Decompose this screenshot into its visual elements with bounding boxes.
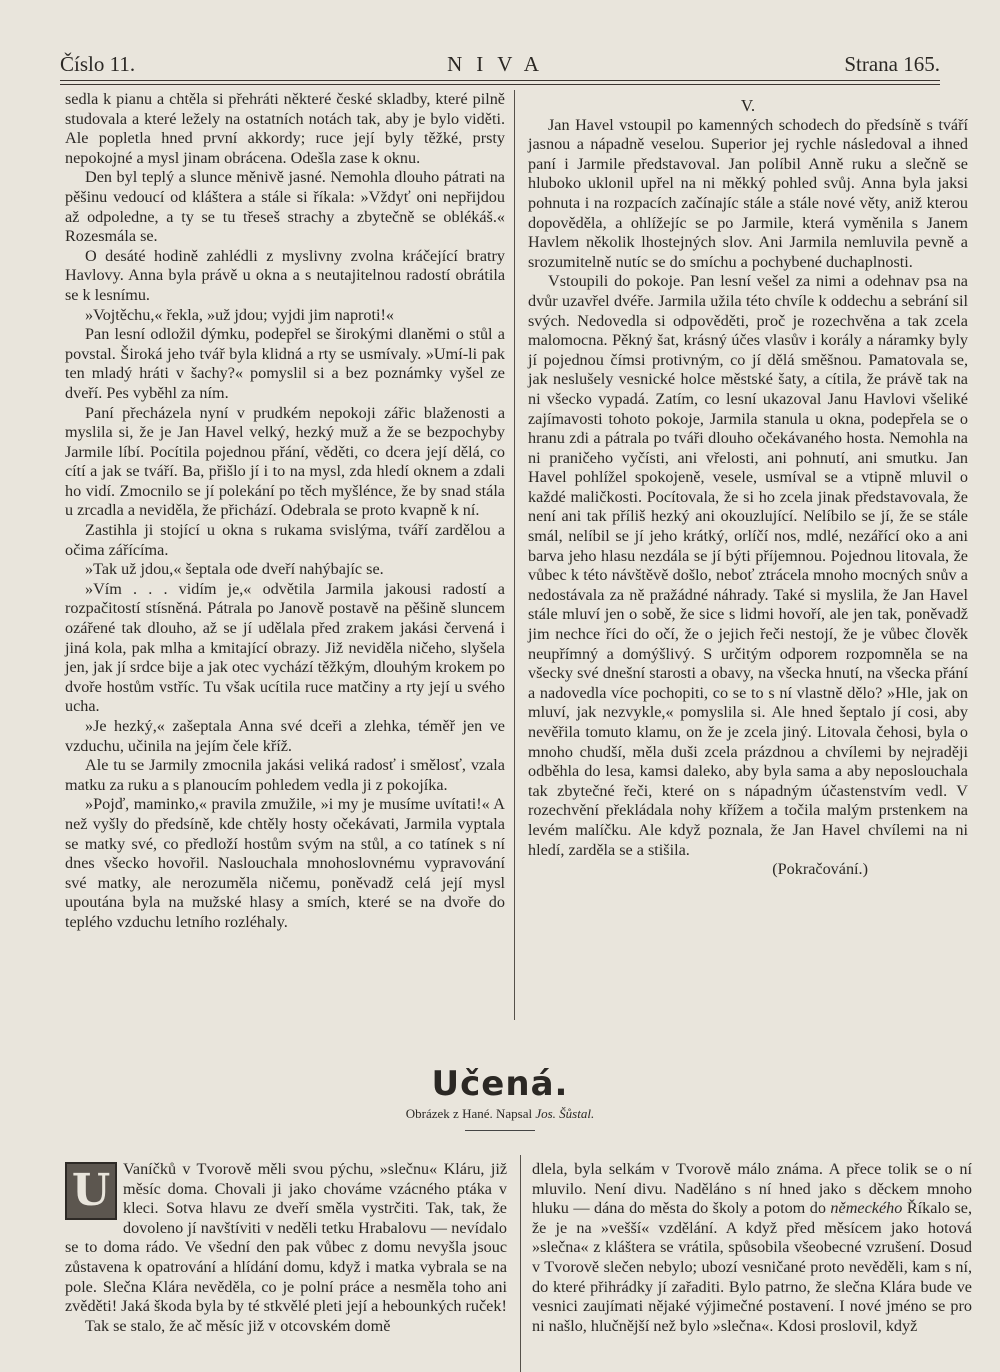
paragraph: O desáté hodině zahlédli z myslivny zvolna kráčející bratry Havlovy. Anna byla právě u okna a s neutajitelnou radostí obrátila se k lesnímu. bbox=[65, 246, 505, 304]
title-divider bbox=[465, 1130, 535, 1131]
paragraph: Pan lesní odložil dýmku, podepřel se širokými dlaněmi o stůl a povstal. Široká jeho tvář byla klidná a rty se usmívaly. »Umí-li pak ten mladý hráti v šachy?« pomyslil si a bez poznámky vyšel ze dveří. Pes vyběhl za ním. bbox=[65, 325, 505, 402]
text-segment: dlela, byla selkám v Tvorově málo známa. A přece tolik se o ní mluvilo. Není divu. Naděláno s ní hned jako s děckem mnoho hluku — dána do města do školy a potom do bbox=[532, 1160, 972, 1218]
paragraph: Paní přecházela nyní v prudkém nepokoji zářic blaženosti a myslila si, že je Jan Havel velký, hezký muž a že se bezpochyby Jarmile líbí. Pocítila pojednou přání, věděti, co dcera její dělá, co cítí a jak se tváří. Ba, přišlo jí i to na mysl, zda hledí oknem a zdali ho vidí. Zmocnilo se jí polekání po těch myšlénce, že by snad stála u zrcadla a neviděla, že přichází. Odebrala se proto kvapně k ní. bbox=[65, 403, 505, 520]
continued-note: (Pokračování.) bbox=[772, 860, 868, 879]
paragraph: »Vím . . . vidím je,« odvětila Jarmila jakousi radostí a rozpačitostí stísněná. Pátrala po Janově postavě na pěšině sluncem ozářené tak dlouho, až se jí udělala před zrakem jakási červená i jiná kola, pak mlha a kmitající obrazy. Již neviděla ničeho, slyšela jen, jak jí srdce bije a jak otec vychází těžkým, dlouhým krokem po dvoře hostům vstříc. Tu však ucítila ruce matčiny a rty její u svého ucha. bbox=[65, 579, 505, 716]
paragraph: Jan Havel vstoupil po kamenných schodech do předsíně s tváří jasnou a nápadně veselou. Superior jej rychle následoval a ihned paní i Jarmile představoval. Jan políbil Anně ruku a slečně se hluboko uklonil upřel na ni měkký pohled svůj. Anna byla jaksi pohnuta i na rozpacích začínajíc stále a stále nové věty, aniž kterou dopověděla, a ohlížejíc se po Jarmile, která vyměnila s Janem Havlem několik lhostejných slov. Ani Jarmila nemluvila pevně a srozumitelně nutíc se do smíchu a pochybené duchaplnosti. bbox=[528, 115, 968, 271]
paragraph: Ale tu se Jarmily zmocnila jakási veliká radosť i smělosť, vzala matku za ruku a s planoucím pohledem vedla ji z pokojíka. bbox=[65, 756, 505, 794]
article-title: Učená. bbox=[431, 1064, 569, 1104]
article-subtitle bbox=[0, 1106, 1000, 1122]
paragraph: Tak se stalo, že ač měsíc již v otcovském domě bbox=[85, 1316, 391, 1335]
article-right-column bbox=[532, 1160, 972, 1336]
paragraph: Vstoupili do pokoje. Pan lesní vešel za nimi a odehnav psa na dvůr uzavřel dvéře. Jarmila užila této chvíle k oddechu a sebrání sil svých. Nedovedla si odpověděti, proč je rozechvěna a tak zcela malomocna. Pěkný šat, krásný účes vlasův i korály a náramky byly jí pojednou čímsi protivným, co jí dělá směšnou. Pamatovala se, jak neslušely vesnické holce městské šaty, a cítila, že právě tak na ni všecko vypadá. Zatím, co lesní ukazoval Janu Havlovi všeliké zajímavosti tohoto pokoje, Jarmila stanula u okna, podepřela se o hranu zdi a pátrala po tváři dlouho očekávaného hosta. Nemohla na ni praničeho vyčísti, ani vřelosti, ani pohnutí, ani smutku. Jan Havel pohlížel spokojeně, vesele, usmíval se a vtipně mluvil o každé maličkosti. Pocítovala, že si ho zcela jinak představovala, že není ani tak příliš hezký ani okouzlující. Nelíbilo se jí, že se stále smál, nelíbil se jí jeho krátký, orlíčí nos, mdlé, nezářící oko a ani barva jeho hlasu nezdála se jí býti příjemnou. Pojednou litovala, že vůbec k této návštěvě došlo, neboť ztrácela mnoho mocných snův a nedostávala za ně pražádné náhrady. Také si myslila, že Jan Havel stále mluví jen o sobě, že sice s lidmi hovoří, ale jen tak, poněvadž jim nechce říci do očí, že o jejich řeči nestojí, že je vůbec člověk neupřímný a domýšlivý. S určitým odporem rozpomněla se na všecky své dnešní starosti a obavy, na všecka hnutí, na všecka přání a nadovedla více pochopiti, co se to s ní vlastně dělo? »Hle, jak on mluví, jak nezvykle,« pomyslila si. Ale hned šeptalo jí cosi, aby nevěřila tomuto klamu, on že je zcela jiný. Litovala čehosi, byla o mnoho chudší, měla duši zcela prázdnou a chvílemi by nejraději odběhla do lesa, kamsi daleko, aby byla sama a aby neposlouchala tak zbytečné řeči, které on s nápadným účastenstvím vedl. V rozechvění překládala nohy křížem a točila malým prstenkem na levém malíčku. Ale když poznala, že Jan Havel chvílemi na ni hledí, zarděla se a stišila. bbox=[528, 272, 968, 859]
paragraph: »Vojtěchu,« řekla, »už jdou; vyjdi jim naproti!« bbox=[85, 305, 395, 324]
paragraph: Zastihla ji stojící u okna s rukama svislýma, tváří zardělou a očima zářícíma. bbox=[65, 521, 505, 559]
author-name: Jos. Šůstal. bbox=[535, 1106, 595, 1121]
paragraph: sedla k pianu a chtěla si přehráti některé české skladby, které pilně studovala a které ležely na ostatních notách tak, aby je bylo viděti. Ale popletla hned první akkordy; ruce její byly těžké, prsty nepokojné a mysl jinam obrácena. Odešla zase k oknu. bbox=[65, 90, 505, 167]
paragraph: Vaníčků v Tvorově měli svou pýchu, »slečnu« Kláru, již měsíc doma. Chovali ji jako chováme vzácného ptáka v kleci. Sotva hlavu ze dveří směla vystrčiti. Tak, tak, že dovoleno jí navštíviti v neděli tetku Hrabalovu — nevídalo se to doma rádo. Ve všední den pak vůbec z domu nevyšla jsouc zůstavena k opatrování a hlídání domu, když i matka vybrala se na pole. Slečna Klára nevěděla, co je polní práce a nesměla toho ani zvěděti! Jaká škoda byla by té stkvělé pleti její a hebounkých ruček! bbox=[65, 1160, 507, 1316]
left-column bbox=[65, 90, 505, 933]
issue-number: Číslo 11. bbox=[60, 52, 136, 76]
paragraph: »Pojď, maminko,« pravila zmužile, »i my je musíme uvítati!« A než vyšly do předsíně, kde chtěly hosty očekávati, Jarmila vyptala se matky své, co předloží hostům svým na stůl, a co tatínek s ní dnes všecko hovořil. Naslouchala mnohoslovnému vypravování své matky, ale nerozuměla ničemu, poněvadž celá její mysl upoutána byla na mužské hlasy a smích, které se na dvoře do teplého vzduchu letního rozléhaly. bbox=[65, 795, 505, 931]
right-column bbox=[528, 96, 968, 880]
drop-cap: U bbox=[65, 1162, 117, 1220]
column-separator bbox=[514, 90, 515, 1020]
header-rule bbox=[60, 80, 940, 81]
column-separator-bottom bbox=[520, 1155, 521, 1372]
paragraph: Den byl teplý a slunce měnivě jasné. Nemohla dlouho pátrati na pěšinu vedoucí od kláštera a stále si říkala: »Vždyť oni nepřijdou až odpoledne, a ty se tu třeseš strachy a zbytečně se oblékáš.« Rozesmála se. bbox=[65, 168, 505, 246]
paragraph: »Tak už jdou,« šeptala ode dveří nahýbajíc se. bbox=[85, 560, 384, 579]
magazine-title: NIVA bbox=[447, 52, 553, 76]
text-segment: Říkalo se, že je na »vešší« vzdělání. A když před měsícem jako hotová »slečna« z kláštera se vrátila, spůsobila všeobecné vzrušení. Dosud v Tvorově slečen nebylo; ubozí vesničané proto nevěděli, kam s ní, do které přihrádky jí zařaditi. Bylo patrno, že slečna Klára bude ve vesnici zaujímati nějaké výjimečné postavení. I nové jméno se pro ni našlo, hlučnější než bylo »slečna«. Kdosi proslovil, když bbox=[532, 1199, 972, 1335]
paragraph bbox=[532, 1160, 972, 1336]
page-number: Strana 165. bbox=[844, 52, 940, 76]
article-left-column bbox=[65, 1160, 507, 1336]
paragraph: »Je hezký,« zašeptala Anna své dceři a zlehka, téměř jen ve vzduchu, učinila na jejím čele kříž. bbox=[65, 717, 505, 755]
italic-word: německého bbox=[830, 1199, 903, 1218]
header-rule-double bbox=[60, 84, 940, 85]
chapter-heading: V. bbox=[740, 96, 756, 115]
subtitle-text: Obrázek z Hané. Napsal bbox=[405, 1106, 533, 1121]
